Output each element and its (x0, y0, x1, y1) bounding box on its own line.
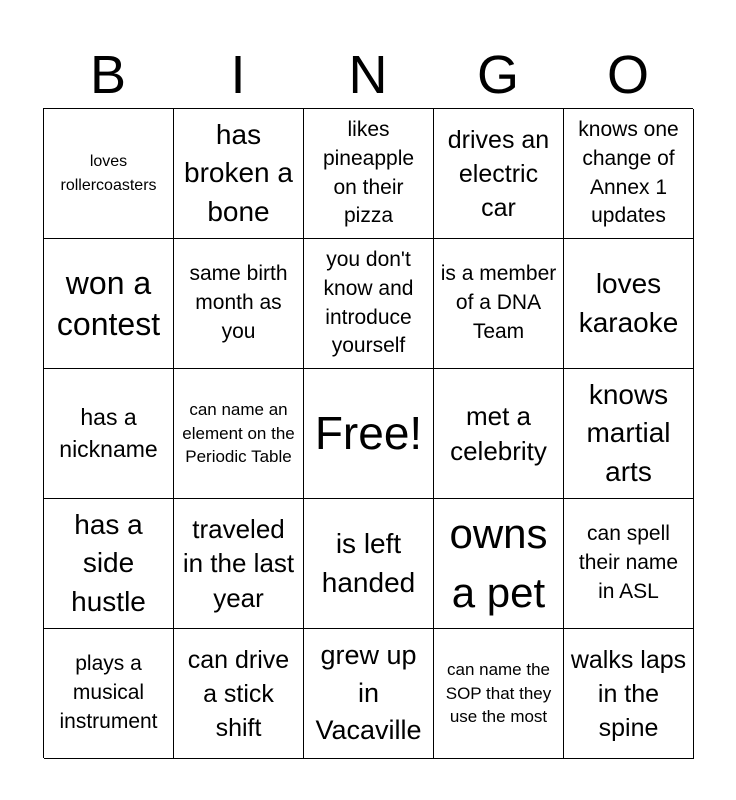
bingo-header (43, 44, 693, 106)
cell-text: grew up in Vacaville (315, 639, 422, 746)
header-letter-n: N (348, 45, 388, 105)
cell-text: met a celebrity (450, 400, 547, 466)
cell-text: can name the SOP that they use the most (445, 660, 552, 727)
cell-text: is a member of a DNA Team (440, 262, 557, 343)
bingo-cell[interactable] (44, 369, 174, 499)
free-space-cell[interactable] (304, 369, 434, 499)
bingo-cell[interactable] (44, 629, 174, 759)
cell-text: can drive a stick shift (187, 645, 290, 742)
bingo-cell[interactable] (564, 239, 694, 369)
bingo-cell[interactable] (44, 109, 174, 239)
header-letter-b: B (89, 45, 127, 105)
bingo-cell[interactable] (564, 629, 694, 759)
cell-text: is left handed (321, 527, 416, 598)
header-letter-g: G (476, 45, 519, 105)
cell-text: can name an element on the Periodic Table (182, 400, 295, 467)
cell-text: likes pineapple on their pizza (322, 117, 415, 228)
free-space-text: Free! (314, 406, 423, 459)
cell-text: loves karaoke (578, 267, 679, 338)
bingo-cell[interactable] (434, 239, 564, 369)
bingo-cell[interactable] (564, 109, 694, 239)
cell-text: has broken a bone (184, 118, 293, 227)
bingo-cell[interactable] (434, 629, 564, 759)
cell-text: can spell their name in ASL (578, 522, 679, 603)
cell-text: you don't know and introduce yourself (323, 247, 414, 358)
cell-text: same birth month as you (189, 262, 288, 343)
bingo-cell[interactable] (304, 109, 434, 239)
header-letter-o: O (606, 45, 649, 105)
bingo-cell[interactable] (174, 629, 304, 759)
cell-text: won a contest (56, 264, 161, 342)
cell-text: has a nickname (59, 404, 158, 462)
cell-text: knows martial arts (586, 378, 671, 487)
cell-text: traveled in the last year (182, 513, 295, 613)
bingo-cell[interactable] (174, 109, 304, 239)
bingo-cell[interactable] (564, 499, 694, 629)
bingo-cell[interactable] (434, 109, 564, 239)
bingo-cell[interactable] (434, 499, 564, 629)
cell-text: drives an electric car (447, 125, 550, 222)
bingo-cell[interactable] (304, 629, 434, 759)
header-letter-i: I (230, 45, 246, 105)
bingo-cell[interactable] (174, 369, 304, 499)
bingo-cell[interactable] (44, 239, 174, 369)
cell-text: knows one change of Annex 1 updates (578, 117, 679, 228)
bingo-cell[interactable] (304, 499, 434, 629)
bingo-cell[interactable] (304, 239, 434, 369)
bingo-cell[interactable] (174, 499, 304, 629)
cell-text: plays a musical instrument (59, 652, 158, 733)
cell-text: owns a pet (449, 509, 548, 616)
cell-text: has a side hustle (71, 508, 146, 617)
bingo-cell[interactable] (174, 239, 304, 369)
cell-text: loves rollercoasters (60, 153, 157, 194)
bingo-card-grid (43, 108, 693, 758)
cell-text: walks laps in the spine (570, 645, 687, 742)
bingo-cell[interactable] (44, 499, 174, 629)
bingo-cell[interactable] (564, 369, 694, 499)
bingo-cell[interactable] (434, 369, 564, 499)
